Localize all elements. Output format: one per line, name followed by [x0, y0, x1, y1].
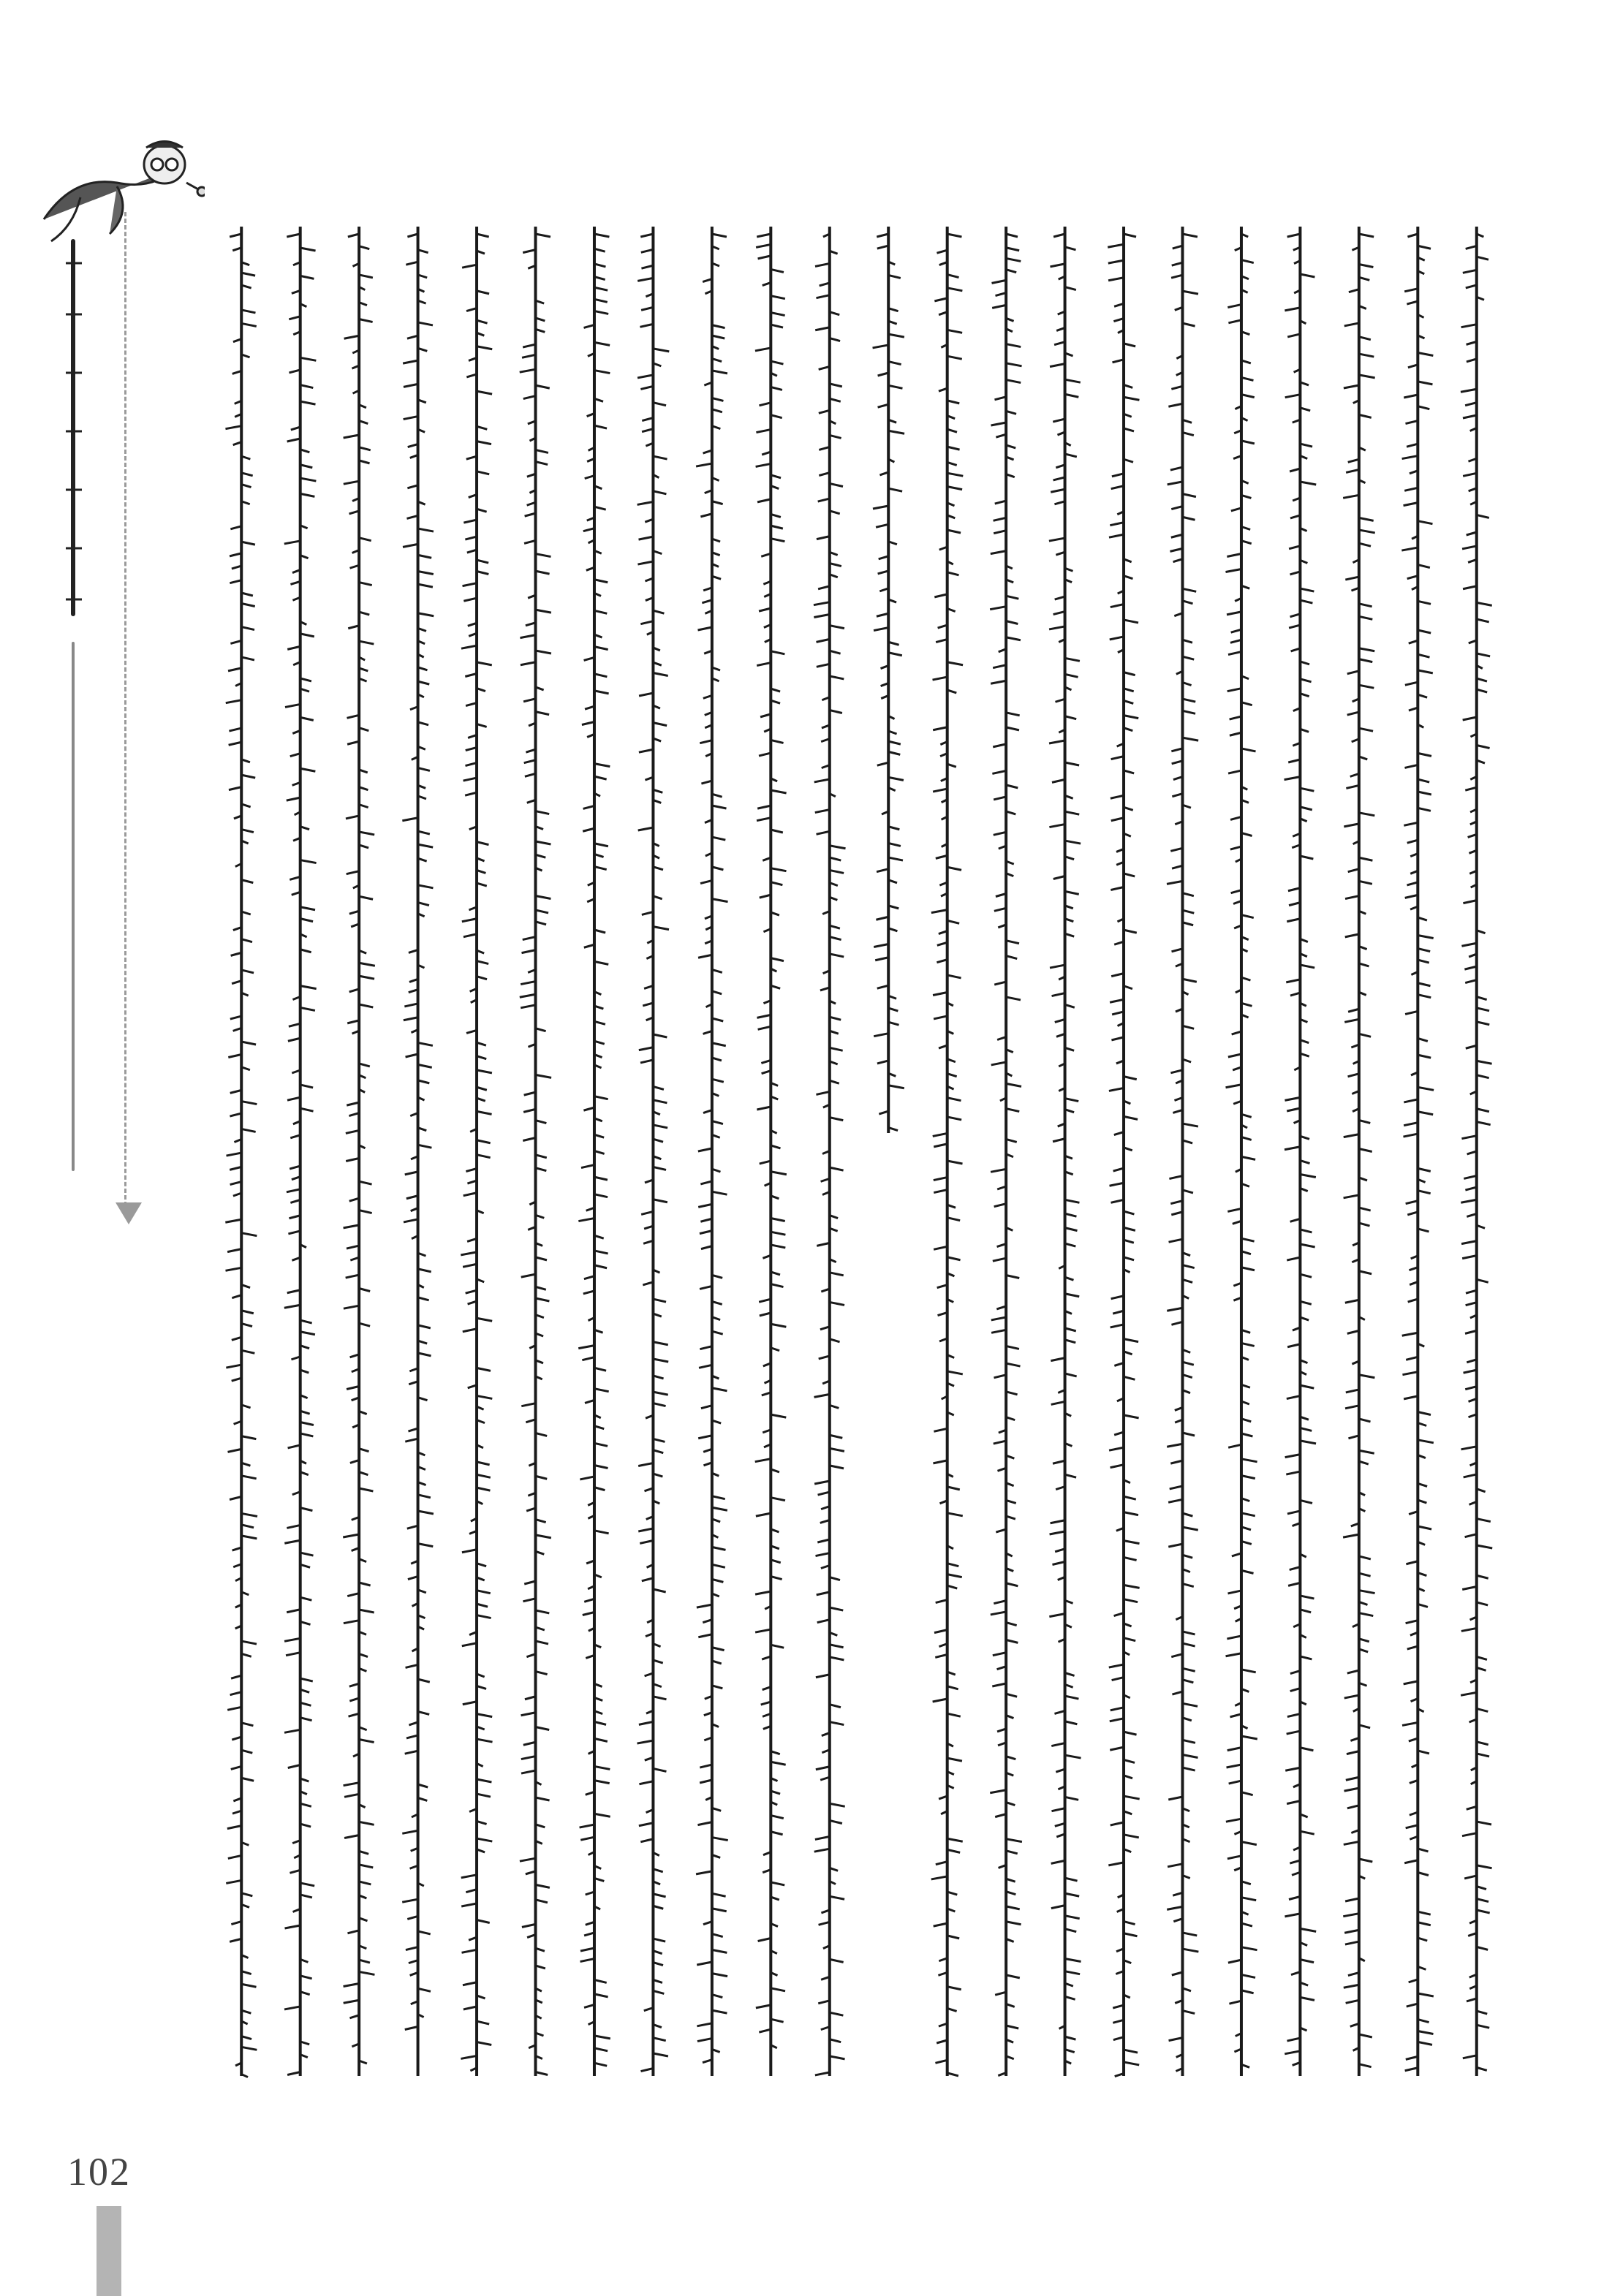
text-column [461, 227, 492, 2076]
text-column [225, 227, 257, 2077]
text-column [1343, 227, 1375, 2076]
text-column [1108, 227, 1139, 2077]
text-column [1167, 227, 1198, 2076]
text-column [343, 227, 375, 2076]
text-column [814, 227, 846, 2076]
page-number: 102 [67, 2150, 131, 2194]
text-column [1285, 227, 1317, 2076]
text-column [637, 227, 669, 2076]
text-column [873, 227, 905, 1133]
text-column [696, 227, 728, 2076]
text-column [1049, 227, 1081, 2076]
text-column [284, 227, 317, 2076]
text-column [931, 227, 964, 2076]
body-text-columns [212, 219, 1506, 2113]
mascot-illustration [29, 132, 205, 249]
page-edge-bar [97, 2206, 121, 2296]
text-column [1461, 227, 1492, 2076]
text-column [1225, 227, 1257, 2076]
triangle-marker-icon [116, 1202, 142, 1224]
text-column [520, 227, 551, 2076]
running-header [44, 234, 110, 1184]
text-column [578, 227, 610, 2076]
text-column [990, 227, 1022, 2076]
header-divider [124, 212, 126, 1206]
text-column [402, 227, 434, 2076]
text-column [1401, 227, 1434, 2076]
text-column [755, 227, 787, 2076]
